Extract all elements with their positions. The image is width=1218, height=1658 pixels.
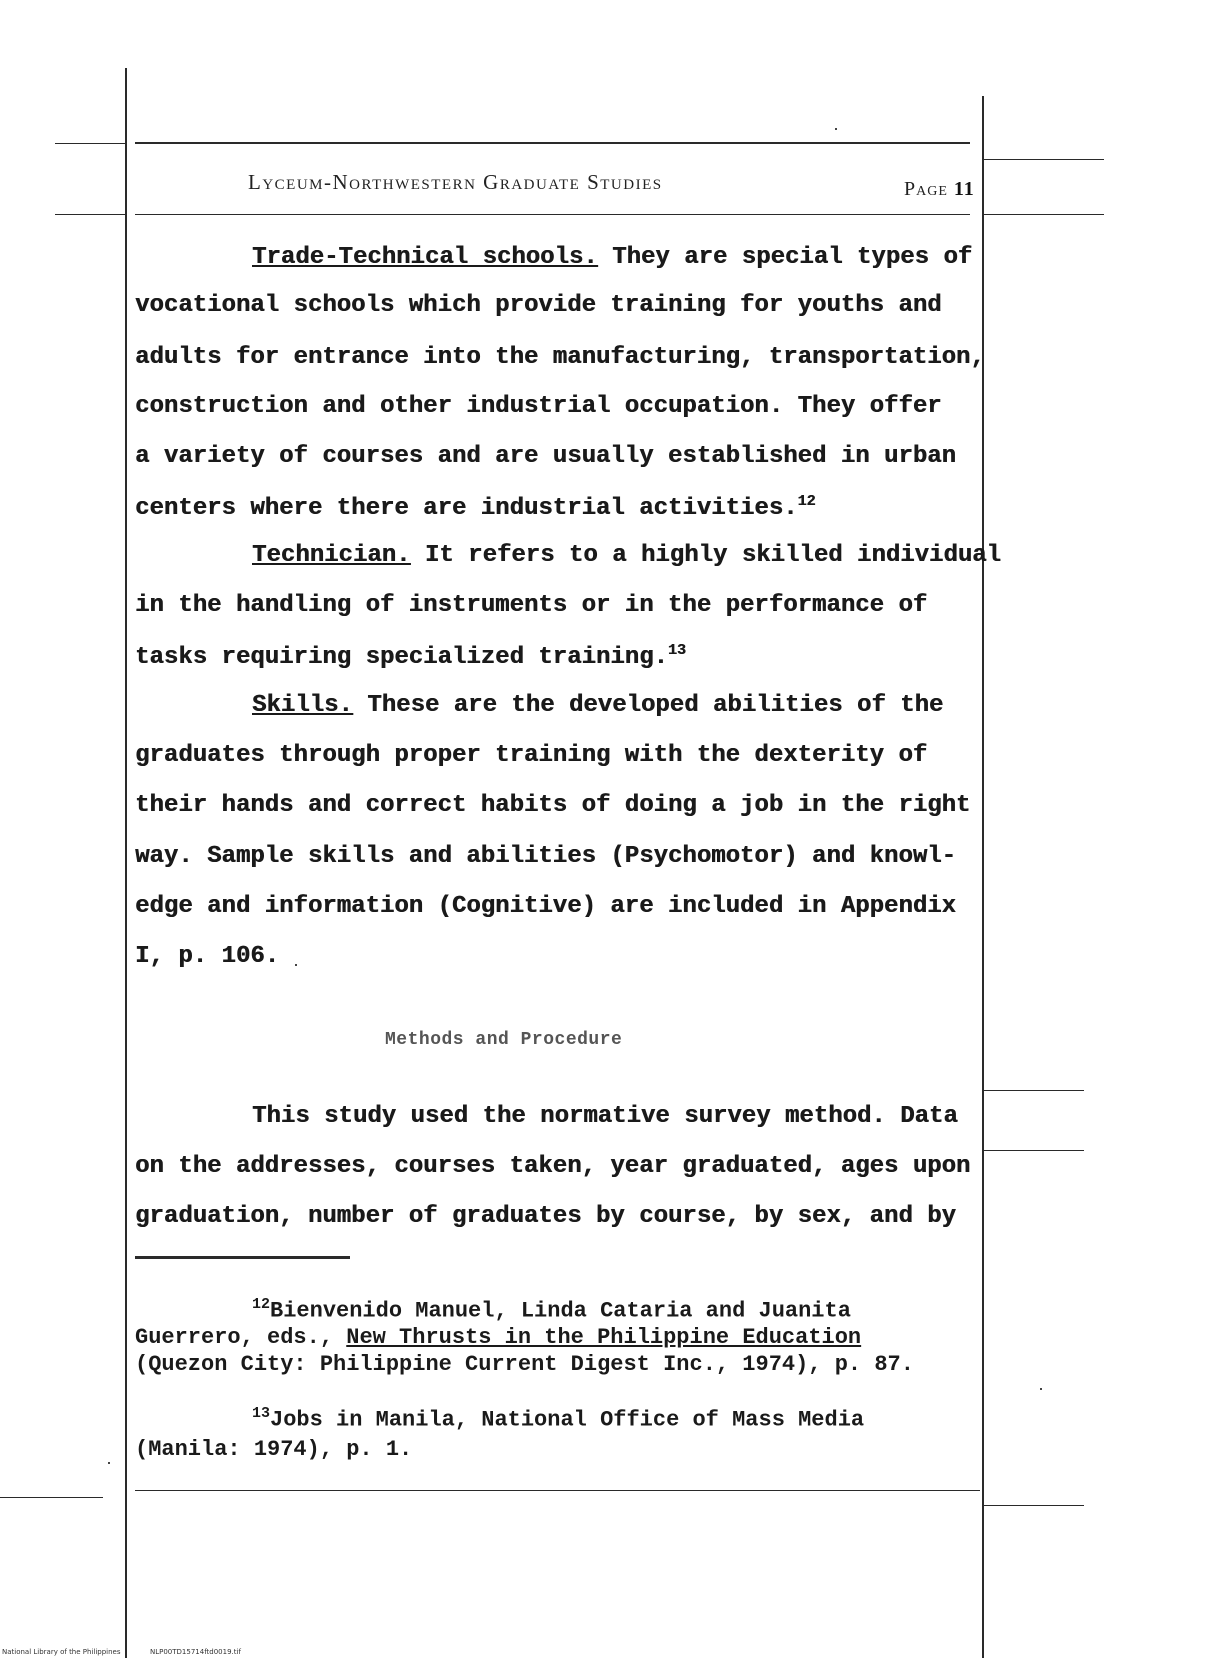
definition-term: Skills.: [252, 692, 353, 719]
right-margin-mark-2: [984, 214, 1104, 215]
footnote-marker: 12: [252, 1296, 271, 1313]
paragraph-line: This study used the normative survey method. Data: [252, 1103, 958, 1130]
paragraph-line: [252, 542, 1001, 569]
paragraph-line: I, p. 106.: [135, 943, 280, 970]
paragraph-text: centers where there are industrial activities.: [135, 495, 798, 522]
scan-speck: [295, 964, 297, 966]
paragraph-line: their hands and correct habits of doing a job in the right: [135, 792, 971, 819]
paragraph-line: edge and information (Cognitive) are included in Appendix: [135, 893, 956, 920]
left-margin-mark-2: [55, 214, 125, 215]
page-number-label: [904, 178, 975, 201]
definition-term: Technician.: [252, 542, 411, 569]
bottom-left-mark: [0, 1497, 103, 1498]
scan-file-name: NLP00TD15714ftd0019.tif: [150, 1648, 241, 1656]
page-number: 11: [953, 178, 975, 200]
paragraph-line: vocational schools which provide training for youths and: [135, 292, 942, 319]
footnote-text: Guerrero, eds.,: [135, 1325, 334, 1350]
left-margin-mark-1: [55, 143, 125, 144]
paragraph-line: [252, 244, 972, 271]
section-heading: Methods and Procedure: [385, 1030, 623, 1050]
right-margin-mark-1: [984, 159, 1104, 160]
paragraph-line: in the handling of instruments or in the performance of: [135, 592, 928, 619]
paragraph-line: [135, 493, 816, 522]
scan-speck: [1040, 1388, 1042, 1390]
paragraph-line: a variety of courses and are usually established in urban: [135, 443, 956, 470]
paragraph-line: [135, 642, 686, 671]
running-header-title: Lyceum-Northwestern Graduate Studies: [248, 170, 663, 194]
footnote-text: Jobs in Manila, National Office of Mass Media: [270, 1407, 865, 1433]
paragraph-line: graduation, number of graduates by course, by sex, and by: [135, 1203, 956, 1230]
footnote-line: [135, 1325, 861, 1350]
paragraph-line: construction and other industrial occupation. They offer: [135, 393, 942, 420]
right-margin-mark-5: [984, 1505, 1084, 1506]
paragraph-line: on the addresses, courses taken, year graduated, ages upon: [135, 1153, 971, 1180]
right-margin-mark-3: [984, 1090, 1084, 1091]
page-left-edge: [125, 68, 127, 1658]
scan-speck: [835, 128, 837, 130]
paragraph-text: These are the developed abilities of the: [367, 692, 944, 719]
paragraph-text: They are special types of: [612, 244, 973, 271]
paragraph-line: graduates through proper training with the dexterity of: [135, 742, 928, 769]
paragraph-line: [252, 692, 943, 719]
scan-library-credit: National Library of the Philippines: [2, 1648, 121, 1656]
footnote-line: (Manila: 1974), p. 1.: [135, 1437, 413, 1462]
header-rule-top: [135, 142, 970, 144]
paragraph-line: way. Sample skills and abilities (Psychomotor) and knowl-: [135, 843, 956, 870]
right-margin-mark-4: [984, 1150, 1084, 1151]
definition-term: Trade-Technical schools.: [252, 244, 598, 271]
scan-speck: [108, 1462, 110, 1464]
paragraph-text: tasks requiring specialized training.: [135, 644, 668, 671]
page-right-edge: [982, 96, 984, 1658]
bottom-rule: [135, 1490, 980, 1491]
cited-book-title: New Thrusts in the Philippine Education: [346, 1325, 862, 1350]
footnote-line: (Quezon City: Philippine Current Digest Inc., 1974), p. 87.: [135, 1352, 914, 1377]
header-rule-bottom: [135, 214, 970, 215]
footnote-separator: [135, 1256, 350, 1259]
paragraph-line: adults for entrance into the manufacturing, transportation,: [135, 344, 985, 371]
footnote-line: [252, 1296, 851, 1323]
footnote-marker: 13: [252, 1405, 271, 1422]
page-label-text: Page: [904, 178, 948, 200]
paragraph-text: It refers to a highly skilled individual: [424, 542, 1001, 569]
footnote-ref: 13: [667, 642, 686, 659]
footnote-ref: 12: [797, 493, 816, 510]
footnote-text: Bienvenido Manuel, Linda Cataria and Juanita: [270, 1298, 851, 1324]
footnote-line: [252, 1405, 864, 1432]
